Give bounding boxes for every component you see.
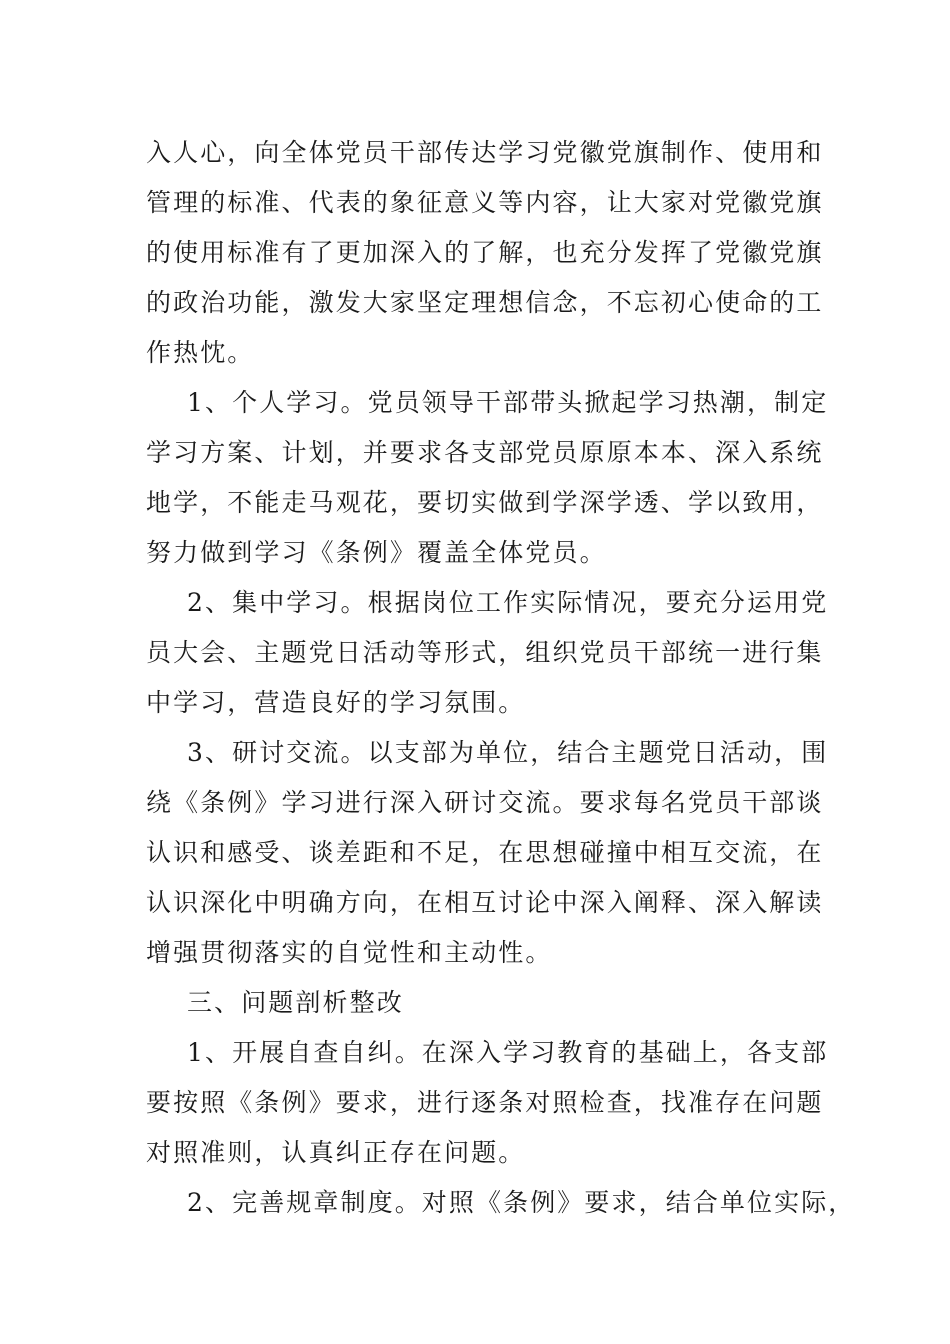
paragraph-line: 员大会、主题党日活动等形式，组织党员干部统一进行集	[146, 638, 824, 667]
paragraph-line: 2、集中学习。根据岗位工作实际情况，要充分运用党	[187, 588, 829, 617]
paragraph-line: 增强贯彻落实的自觉性和主动性。	[146, 938, 553, 967]
paragraph-line: 入人心，向全体党员干部传达学习党徽党旗制作、使用和	[146, 138, 824, 167]
paragraph-line: 地学，不能走马观花，要切实做到学深学透、学以致用，	[146, 488, 824, 517]
paragraph-line: 2、完善规章制度。对照《条例》要求，结合单位实际，	[187, 1188, 856, 1217]
section-heading: 三、问题剖析整改	[187, 988, 404, 1017]
paragraph-line: 作热忱。	[146, 338, 255, 367]
paragraph-line: 认识和感受、谈差距和不足，在思想碰撞中相互交流，在	[146, 838, 824, 867]
paragraph-line: 认识深化中明确方向，在相互讨论中深入阐释、深入解读	[146, 888, 824, 917]
paragraph-line: 对照准则，认真纠正存在问题。	[146, 1138, 526, 1167]
paragraph-line: 的使用标准有了更加深入的了解，也充分发挥了党徽党旗	[146, 238, 824, 267]
paragraph-line: 3、研讨交流。以支部为单位，结合主题党日活动，围	[187, 738, 829, 767]
paragraph-line: 努力做到学习《条例》覆盖全体党员。	[146, 538, 607, 567]
paragraph-line: 要按照《条例》要求，进行逐条对照检查，找准存在问题	[146, 1088, 824, 1117]
paragraph-line: 学习方案、计划，并要求各支部党员原原本本、深入系统	[146, 438, 824, 467]
paragraph-line: 管理的标准、代表的象征意义等内容，让大家对党徽党旗	[146, 188, 824, 217]
paragraph-line: 的政治功能，激发大家坚定理想信念，不忘初心使命的工	[146, 288, 824, 317]
paragraph-line: 1、个人学习。党员领导干部带头掀起学习热潮，制定	[187, 388, 829, 417]
paragraph-line: 绕《条例》学习进行深入研讨交流。要求每名党员干部谈	[146, 788, 824, 817]
paragraph-line: 1、开展自查自纠。在深入学习教育的基础上，各支部	[187, 1038, 829, 1067]
paragraph-line: 中学习，营造良好的学习氛围。	[146, 688, 526, 717]
